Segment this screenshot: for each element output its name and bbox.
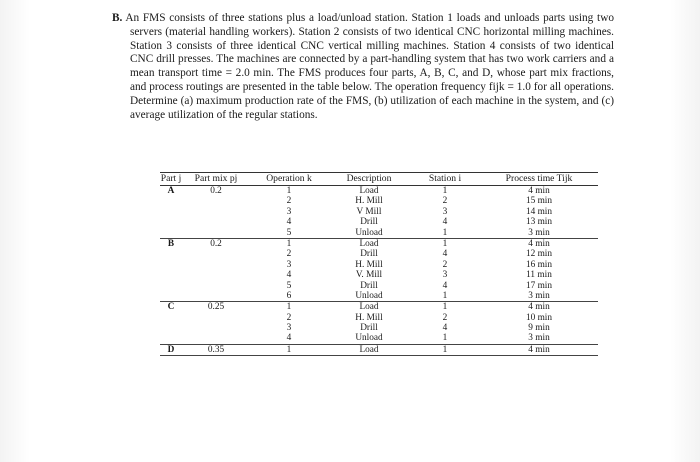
part-mix-cell: 0.25 [207, 302, 225, 313]
header-part-mix: Part mix pj [182, 173, 250, 186]
part-mix-cell [182, 207, 250, 217]
table-row [160, 196, 598, 206]
description-cell: Drill [360, 249, 378, 260]
station-cell: 4 [442, 323, 448, 334]
description-cell: V Mill [356, 206, 382, 217]
table-row [160, 344, 598, 355]
description-cell: Unload [328, 291, 410, 302]
operation-cell: 3 [286, 206, 292, 217]
part-cell [160, 196, 182, 206]
operation-cell: 2 [286, 312, 292, 323]
table-row [160, 217, 598, 227]
operation-cell: 3 [286, 323, 292, 334]
station-cell: 3 [442, 206, 448, 217]
process-time-cell: 3 min [480, 333, 598, 344]
process-time-cell: 3 min [480, 291, 598, 302]
description-cell: Load [328, 344, 410, 355]
process-time-cell: 16 min [525, 259, 553, 270]
description-cell: Load [359, 302, 379, 313]
table-row [160, 207, 598, 217]
part-mix-cell [182, 196, 250, 206]
part-cell [160, 291, 182, 302]
station-cell: 4 [442, 280, 448, 291]
description-cell: Drill [360, 323, 378, 334]
station-cell: 2 [442, 259, 448, 270]
station-cell: 4 [442, 217, 448, 228]
header-operation: Operation k [250, 173, 328, 186]
part-mix-cell: 0.35 [182, 344, 250, 355]
description-cell: Load [359, 186, 379, 197]
part-cell [160, 260, 182, 270]
part-mix-cell [182, 260, 250, 270]
process-time-cell: 9 min [528, 323, 550, 334]
description-cell: H. Mill [355, 312, 383, 323]
part-cell [160, 207, 182, 217]
part-mix-cell [182, 270, 250, 280]
description-cell: Drill [360, 217, 378, 228]
process-time-cell: 15 min [525, 196, 553, 207]
part-cell [160, 333, 182, 344]
description-cell: Unload [328, 333, 410, 344]
part-cell: B [167, 238, 175, 249]
process-time-cell: 3 min [480, 228, 598, 239]
process-time-cell: 14 min [525, 206, 553, 217]
station-cell: 1 [442, 302, 448, 313]
operation-cell: 1 [250, 344, 328, 355]
station-cell: 2 [442, 312, 448, 323]
process-time-cell: 4 min [528, 186, 550, 197]
table-row [160, 281, 598, 291]
part-cell [160, 281, 182, 291]
part-cell [160, 270, 182, 280]
part-cell [160, 313, 182, 323]
station-cell: 1 [410, 228, 480, 239]
part-mix-cell: 0.2 [210, 238, 222, 249]
part-cell: C [167, 302, 175, 313]
station-cell: 1 [442, 238, 448, 249]
process-time-cell: 11 min [526, 270, 552, 281]
operation-cell: 5 [250, 228, 328, 239]
table-row [160, 270, 598, 280]
problem-text: An FMS consists of three stations plus a load/unload station. Station 1 loads and unloads parts using two servers (material handling workers). Station 2 consists of two identical CNC horizontal milling machines. Station 3 consists of three identical CNC vertical milling machines. Station 4 consists of two identical CNC drill presses. The machines are connected by a part-handling system that has two work carriers and a mean transport time = 2.0 min. The FMS produces four parts, A, B, C, and D, whose part mix fractions, and process routings are presented in the table below. The operation frequency fijk = 1.0 for all operations. Determine (a) maximum production rate of the FMS, (b) utilization of each machine in the system, and (c) average utilization of the regular stations. [125, 12, 614, 121]
table-row [160, 333, 598, 344]
process-time-cell: 4 min [480, 344, 598, 355]
part-cell: A [167, 186, 175, 197]
description-cell: Drill [360, 280, 378, 291]
station-cell: 3 [442, 270, 448, 281]
table-row [160, 249, 598, 259]
operation-cell: 4 [286, 217, 292, 228]
description-cell: V. Mill [355, 270, 383, 281]
part-mix-cell [182, 333, 250, 344]
table-row [160, 228, 598, 239]
process-time-cell: 10 min [525, 312, 553, 323]
header-station: Station i [410, 173, 480, 186]
problem-statement [112, 12, 614, 122]
table-row [160, 238, 598, 249]
station-cell: 1 [442, 186, 448, 197]
part-cell [160, 249, 182, 259]
operation-cell: 2 [286, 196, 292, 207]
part-cell [160, 228, 182, 239]
operation-cell: 3 [286, 259, 292, 270]
description-cell: H. Mill [355, 196, 383, 207]
operation-cell: 6 [250, 291, 328, 302]
process-time-cell: 12 min [525, 249, 553, 260]
part-mix-cell [182, 249, 250, 259]
process-routing-table [160, 172, 598, 356]
part-mix-cell [182, 323, 250, 333]
description-cell: H. Mill [355, 259, 383, 270]
operation-cell: 1 [286, 302, 292, 313]
table-row [160, 313, 598, 323]
station-cell: 1 [410, 333, 480, 344]
process-time-cell: 17 min [525, 280, 553, 291]
station-cell: 2 [442, 196, 448, 207]
process-time-cell: 4 min [528, 238, 550, 249]
table-row [160, 260, 598, 270]
operation-cell: 4 [250, 333, 328, 344]
process-time-cell: 13 min [525, 217, 553, 228]
part-mix-cell: 0.2 [210, 186, 222, 197]
problem-label: B. [112, 12, 123, 24]
problem-paragraph [112, 12, 614, 122]
process-time-cell: 4 min [528, 302, 550, 313]
description-cell: Unload [328, 228, 410, 239]
table-row [160, 323, 598, 333]
part-mix-cell [182, 217, 250, 227]
part-cell: D [160, 344, 182, 355]
part-mix-cell [182, 281, 250, 291]
description-cell: Load [359, 238, 379, 249]
part-mix-cell [182, 291, 250, 302]
operation-cell: 4 [286, 270, 292, 281]
part-mix-cell [182, 313, 250, 323]
station-cell: 1 [410, 291, 480, 302]
part-cell [160, 217, 182, 227]
table-header-row [160, 173, 598, 186]
station-cell: 1 [410, 344, 480, 355]
station-cell: 4 [442, 249, 448, 260]
table-row [160, 186, 598, 197]
operation-cell: 1 [286, 238, 292, 249]
header-description: Description [328, 173, 410, 186]
part-mix-cell [182, 228, 250, 239]
header-process-time: Process time Tijk [480, 173, 598, 186]
part-cell [160, 323, 182, 333]
table-row [160, 291, 598, 302]
operation-cell: 1 [286, 186, 292, 197]
operation-cell: 2 [286, 249, 292, 260]
header-part: Part j [160, 172, 182, 184]
table-row [160, 302, 598, 313]
operation-cell: 5 [286, 280, 292, 291]
table-body [160, 186, 598, 356]
